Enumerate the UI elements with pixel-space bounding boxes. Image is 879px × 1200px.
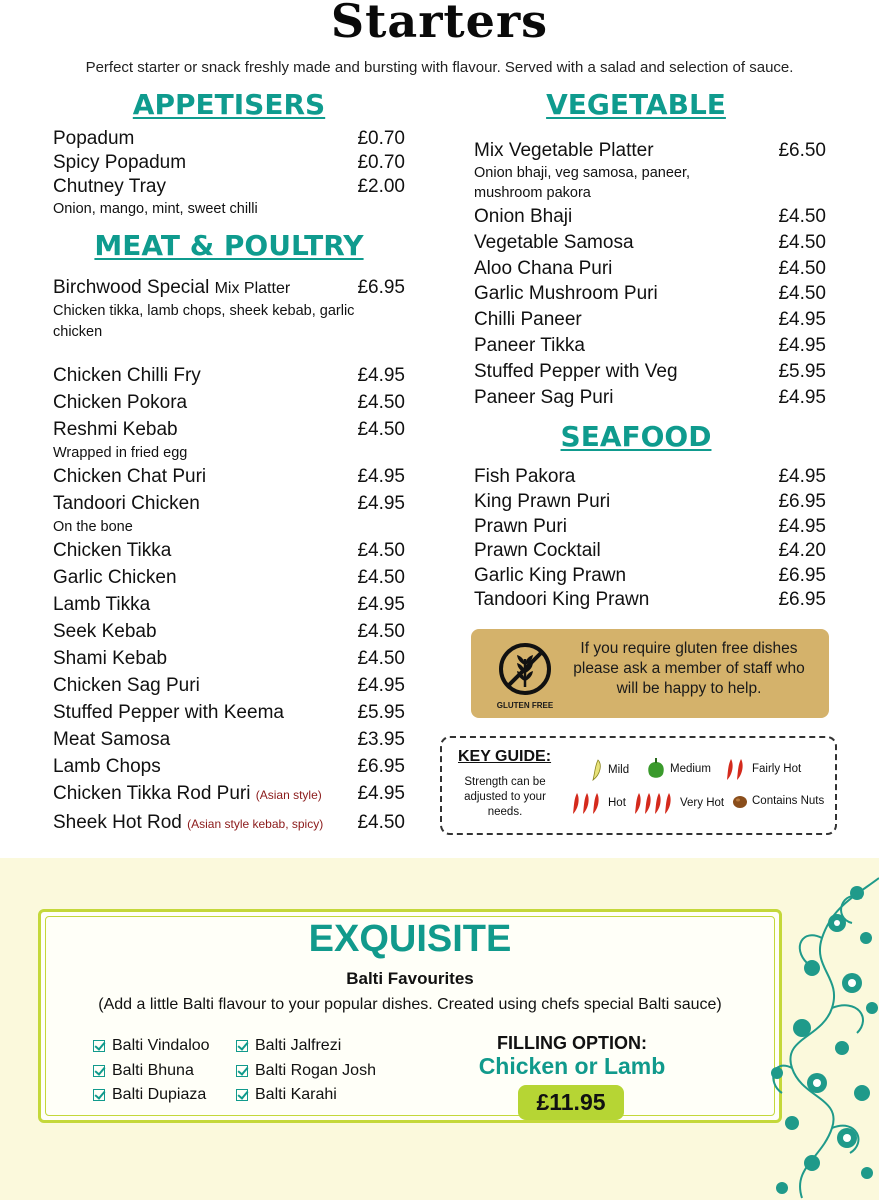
fairly-hot-chilli-icon [724, 756, 748, 782]
checkbox-icon [93, 1040, 105, 1052]
hot-chilli-icon [570, 790, 604, 816]
page-title: Starters [330, 0, 549, 48]
gluten-free-notice [471, 629, 829, 718]
balti-item: Balti Vindaloo [93, 1034, 210, 1059]
menu-item: Reshmi Kebab £4.50 [53, 419, 405, 440]
menu-item: Chicken Chat Puri £4.95 [53, 466, 405, 487]
menu-item: Paneer Tikka £4.95 [474, 334, 826, 356]
menu-item: Lamb Tikka £4.95 [53, 594, 405, 615]
key-guide-title: KEY GUIDE: [458, 748, 552, 765]
key-nuts: Contains Nuts [732, 793, 824, 809]
menu-item: Meat Samosa £3.95 [53, 729, 405, 750]
menu-item: Spicy Popadum £0.70 [53, 152, 405, 173]
exquisite-title: EXQUISITE [308, 918, 512, 960]
menu-item: Chicken Sag Puri £4.95 [53, 675, 405, 696]
balti-item: Balti Dupiaza [93, 1083, 210, 1108]
item-description: Chicken tikka, lamb chops, sheek kebab, garlic chicken [53, 303, 355, 340]
balti-item: Balti Rogan Josh [236, 1059, 376, 1084]
menu-item: Garlic Mushroom Puri £4.50 [474, 283, 826, 305]
balti-list-left [93, 1034, 210, 1108]
key-very-hot: Very Hot [632, 790, 724, 816]
left-column [53, 88, 405, 838]
balti-item: Balti Bhuna [93, 1059, 210, 1084]
key-fairly-hot: Fairly Hot [724, 756, 801, 782]
menu-item: Aloo Chana Puri £4.50 [474, 257, 826, 279]
item-description: Wrapped in fried egg [53, 445, 188, 461]
filling-option-value: Chicken or Lamb [478, 1053, 666, 1079]
menu-item-platter: Mix Vegetable Platter £6.50 [474, 140, 826, 161]
floral-ornament-icon [762, 868, 879, 1200]
menu-item-special: Birchwood Special Mix Platter £6.95 [53, 277, 405, 298]
menu-item: Shami Kebab £4.50 [53, 648, 405, 669]
balti-item: Balti Karahi [236, 1083, 376, 1108]
section-heading-seafood: SEAFOOD [560, 420, 712, 454]
menu-item: Chicken Chilli Fry £4.95 [53, 365, 405, 386]
menu-item: Lamb Chops £6.95 [53, 756, 405, 777]
menu-item: Onion Bhaji £4.50 [474, 206, 826, 227]
section-heading-appetisers: APPETISERS [132, 88, 326, 121]
menu-item: Garlic King Prawn £6.95 [474, 564, 826, 586]
filling-option-label: FILLING OPTION: [497, 1033, 647, 1053]
item-description: Onion bhaji, veg samosa, paneer, mushroom pakora [474, 165, 691, 201]
menu-item: Chicken Tikka Rod Puri (Asian style) £4.95 [53, 783, 405, 804]
checkbox-icon [93, 1065, 105, 1077]
menu-item: Paneer Sag Puri £4.95 [474, 386, 826, 408]
menu-item: Prawn Cocktail £4.20 [474, 540, 826, 562]
checkbox-icon [93, 1089, 105, 1101]
key-hot: Hot [570, 790, 626, 816]
balti-price-badge: £11.95 [518, 1085, 624, 1120]
menu-item: Seek Kebab £4.50 [53, 621, 405, 642]
item-description: On the bone [53, 519, 133, 535]
item-description: Onion, mango, mint, sweet chilli [53, 201, 258, 217]
gluten-free-text: If you require gluten free dishes please ask a member of staff who will be happy to help. [573, 640, 805, 697]
gluten-free-icon [493, 637, 557, 701]
mild-chilli-icon [590, 758, 604, 782]
key-guide-description: Strength can be adjusted to your needs. [464, 776, 546, 818]
balti-item: Balti Jalfrezi [236, 1034, 376, 1059]
menu-item: Chicken Pokora £4.50 [53, 392, 405, 413]
key-guide [440, 736, 837, 835]
section-heading-vegetable: VEGETABLE [546, 88, 726, 121]
menu-item: Vegetable Samosa £4.50 [474, 231, 826, 253]
menu-item: Chilli Paneer £4.95 [474, 309, 826, 331]
right-column [474, 88, 826, 613]
page-subtitle: Perfect starter or snack freshly made and bursting with flavour. Served with a salad and selection of sauce. [85, 59, 794, 76]
checkbox-icon [236, 1065, 248, 1077]
menu-item: Sheek Hot Rod (Asian style kebab, spicy) £4.50 [53, 812, 405, 833]
menu-item: Tandoori Chicken £4.95 [53, 493, 405, 514]
gluten-free-label: GLUTEN FREE [496, 701, 554, 710]
key-medium: Medium [646, 758, 711, 780]
very-hot-chilli-icon [632, 790, 676, 816]
menu-item: Chicken Tikka £4.50 [53, 540, 405, 561]
menu-item: Stuffed Pepper with Keema £5.95 [53, 702, 405, 723]
section-heading-meat: MEAT & POULTRY [94, 229, 364, 262]
nut-icon [732, 793, 748, 809]
green-pepper-icon [646, 758, 666, 780]
menu-item: Chutney Tray £2.00 [53, 176, 405, 197]
menu-item: King Prawn Puri £6.95 [474, 490, 826, 512]
exquisite-subtitle: Balti Favourites [346, 969, 474, 988]
menu-item: Garlic Chicken £4.50 [53, 567, 405, 588]
key-mild: Mild [590, 758, 629, 782]
checkbox-icon [236, 1040, 248, 1052]
checkbox-icon [236, 1089, 248, 1101]
menu-item: Prawn Puri £4.95 [474, 515, 826, 537]
menu-item: Fish Pakora £4.95 [474, 466, 826, 488]
exquisite-description: (Add a little Balti flavour to your popular dishes. Created using chefs special Balti sauce) [98, 996, 722, 1013]
menu-item: Stuffed Pepper with Veg £5.95 [474, 360, 826, 382]
menu-item: Tandoori King Prawn £6.95 [474, 589, 826, 611]
menu-item: Popadum £0.70 [53, 128, 405, 149]
balti-list-right [236, 1034, 376, 1108]
